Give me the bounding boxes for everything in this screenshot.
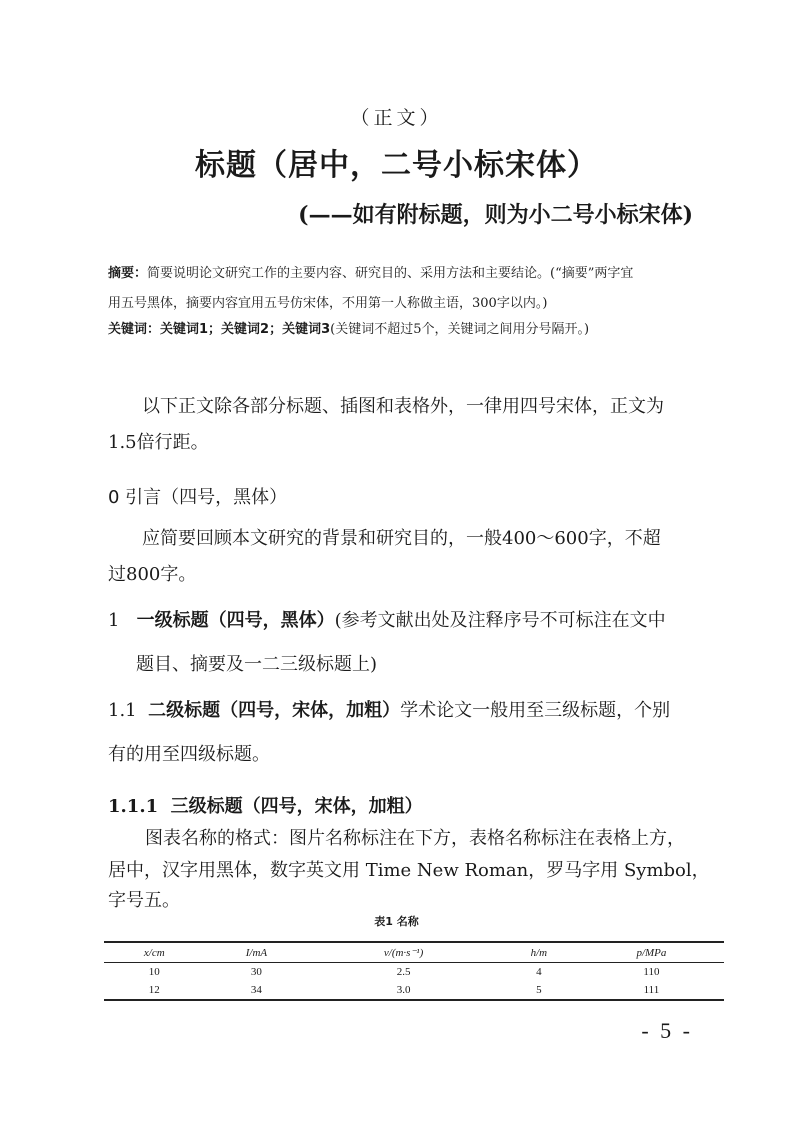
heading-2-number: 1.1 xyxy=(108,700,137,721)
paragraph-3-line-1: 图表名称的格式：图片名称标注在下方，表格名称标注在表格上方， xyxy=(145,828,685,849)
heading-1-number: 1 xyxy=(108,610,120,631)
table-header-cell: v/(m·s⁻¹) xyxy=(308,942,499,963)
abstract-label: 摘要： xyxy=(108,266,148,281)
table-row xyxy=(104,963,724,982)
table-cell: 5 xyxy=(499,981,579,1000)
table-header-cell: I/mA xyxy=(205,942,309,963)
paragraph-2-line-1: 应简要回顾本文研究的背景和研究目的，一般400～600字，不超 xyxy=(142,528,661,549)
table-cell: 12 xyxy=(104,981,205,1000)
paper-subtitle: (——如有附标题，则为小二号小标宋体) xyxy=(298,202,693,228)
table-cell: 30 xyxy=(250,966,262,978)
table-header-row xyxy=(104,942,724,963)
table-cell: 34 xyxy=(205,981,309,1000)
table-cell: 111 xyxy=(579,981,724,1000)
paragraph-3-line-2: 居中，汉字用黑体，数字英文用 Time New Roman，罗马字用 Symbol， xyxy=(108,860,710,881)
heading-1-title: 一级标题（四号，黑体） xyxy=(136,610,335,631)
heading-3-title: 三级标题（四号，宋体，加粗） xyxy=(170,796,423,817)
section-kicker: （正文） xyxy=(350,107,443,129)
table-caption: 表1 名称 xyxy=(374,915,419,928)
heading-intro: 0 引言（四号，黑体） xyxy=(108,487,288,508)
abstract-text-1: 简要说明论文研究工作的主要内容、研究目的、采用方法和主要结论。(“摘要”两字宜 xyxy=(147,266,634,281)
abstract-line-1 xyxy=(108,262,633,281)
keywords-note: (关键词不超过5个，关键词之间用分号隔开。) xyxy=(330,322,590,337)
data-table xyxy=(104,941,724,1001)
table-cell: 10 xyxy=(148,966,160,978)
heading-2-note-line-2: 有的用至四级标题。 xyxy=(108,744,270,765)
keywords-label: 关键词： xyxy=(108,322,161,337)
paragraph-1-line-2: 1.5倍行距。 xyxy=(108,432,209,453)
heading-level-1 xyxy=(108,606,666,632)
keywords-items: 关键词1；关键词2；关键词3 xyxy=(160,322,331,337)
keywords-line xyxy=(108,318,589,337)
paragraph-1-line-1: 以下正文除各部分标题、插图和表格外，一律用四号宋体，正文为 xyxy=(142,396,664,417)
abstract-line-2: 用五号黑体，摘要内容宜用五号仿宋体，不用第一人称做主语，300字以内。) xyxy=(108,296,548,311)
heading-3-number: 1.1.1 xyxy=(108,796,159,817)
table-header-cell: x/cm xyxy=(104,942,205,963)
table-cell: 3.0 xyxy=(308,981,499,1000)
table-cell: 110 xyxy=(643,966,660,978)
heading-2-title: 二级标题（四号，宋体，加粗） xyxy=(148,700,401,721)
heading-level-2 xyxy=(108,696,670,722)
heading-level-3 xyxy=(108,792,423,818)
paper-title: 标题（居中，二号小标宋体） xyxy=(195,148,598,183)
table-header-cell: p/MPa xyxy=(579,942,724,963)
table-header-cell: h/m xyxy=(499,942,579,963)
paragraph-3-line-3: 字号五。 xyxy=(108,890,180,911)
heading-1-note: (参考文献出处及注释序号不可标注在文中 xyxy=(334,610,666,631)
paragraph-2-line-2: 过800字。 xyxy=(108,564,197,585)
heading-1-note-line-2: 题目、摘要及一二三级标题上) xyxy=(136,654,378,675)
table-row xyxy=(104,981,724,1000)
page-number: - 5 - xyxy=(641,1018,693,1043)
table-cell: 2.5 xyxy=(396,966,411,978)
table-cell: 4 xyxy=(536,966,542,978)
heading-2-note: 学术论文一般用至三级标题，个别 xyxy=(400,700,671,721)
